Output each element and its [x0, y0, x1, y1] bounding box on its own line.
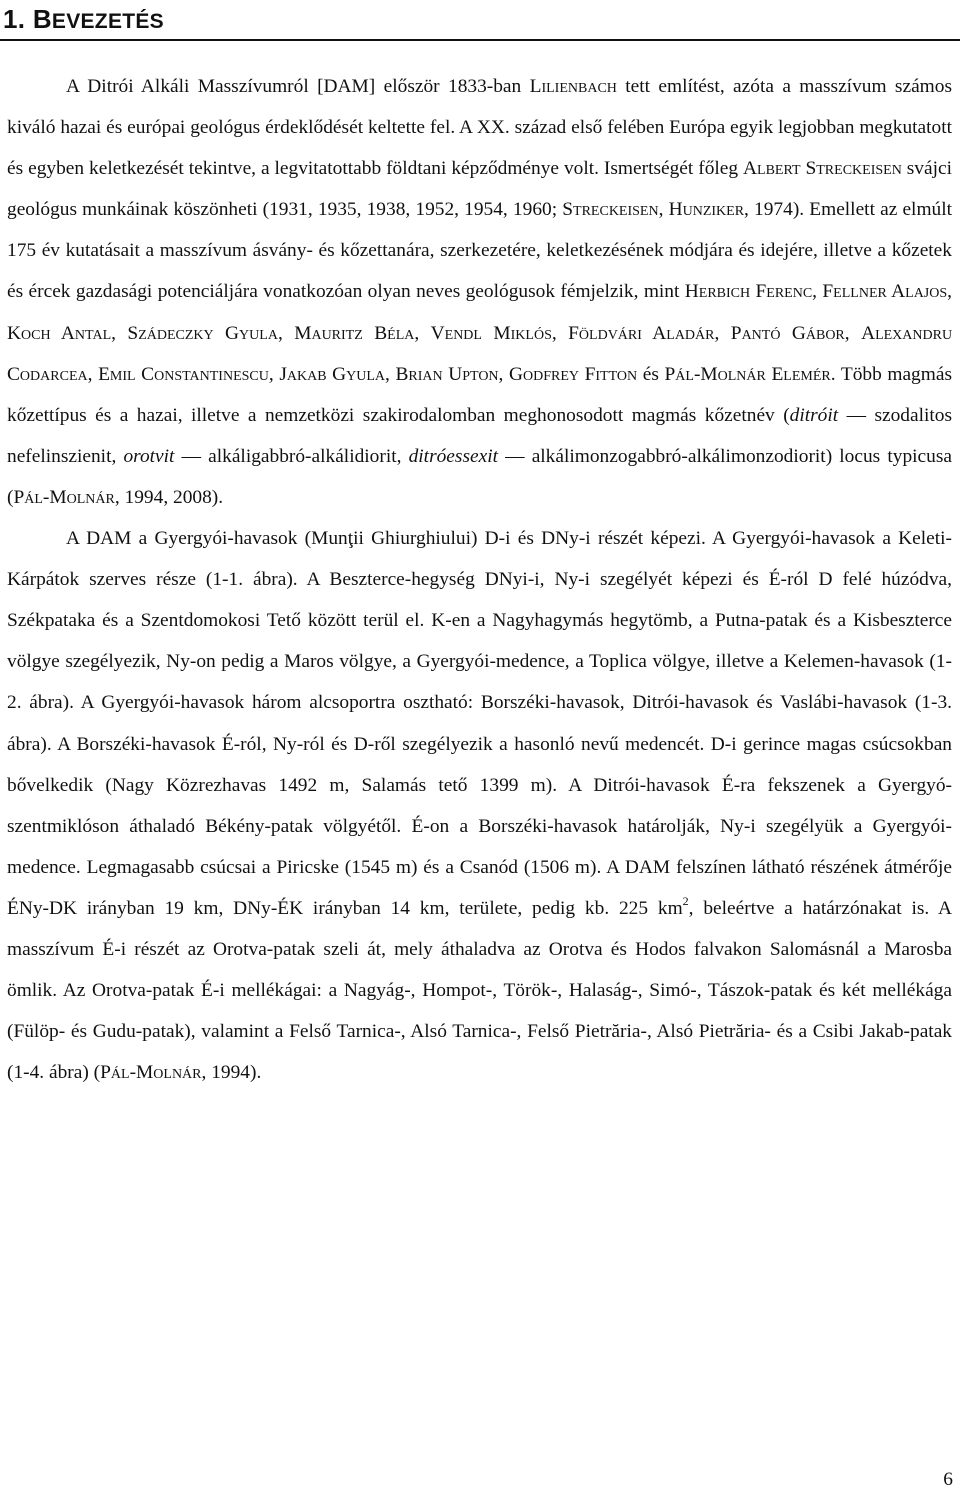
author-name: Streckeisen — [562, 199, 659, 221]
author-name: Mauritz Béla — [294, 322, 415, 344]
chapter-number: 1. — [3, 4, 33, 34]
heading-rule — [0, 39, 960, 41]
text-run: , — [947, 281, 953, 303]
author-name: Vendl Miklós — [430, 322, 552, 344]
text-run: svájci geológus munkáinak köszönheti (1931, 1935, 1938, 1952, 1954, 1960; — [7, 158, 952, 221]
paragraph-intro — [7, 66, 952, 518]
author-name: Szádeczky Gyula — [127, 322, 278, 344]
text-run: , — [87, 363, 99, 385]
text-run: — alkáligabbró-alkálidiorit, — [174, 445, 409, 467]
chapter-title-initial: B — [32, 4, 52, 34]
page-number: 6 — [943, 1469, 953, 1490]
text-run: , 1994, 2008). — [114, 486, 224, 508]
text-run: , — [551, 322, 569, 344]
text-run: , — [111, 322, 128, 344]
text-run: , — [385, 363, 396, 385]
text-run: , beleértve a határzónakat is. A masszívum É-i részét az Orotva-patak szeli át, mely áthaladva az Orotva és Hodos falvakon Salomásnál a Marosba ömlik. Az Orotva-patak É-i mellékágai: a Nagyág-, Hompot-, Török-, Halaság-, Simó-, Tászok-patak és két mellékága (Fülöp- és Gudu-patak), valamint a Felső Tarnica-, Alsó Tarnica-, Felső Pietrăria-, Alsó Pietrăria- és a Csibi Jakab-patak (1-4. ábra) ( — [7, 897, 952, 1084]
chapter-title-rest: EVEZETÉS — [51, 10, 164, 33]
text-run: , — [714, 322, 731, 344]
author-name: Koch Antal — [7, 322, 112, 344]
text-run: , 1974). Emellett az elmúlt 175 év kutatásait a masszívum ásvány- és kőzettanára, szerkezetére, keletkezésének módjára és idejére, illetve a kőzetek és ércek gazdasági potenciáljára vonatkozóan olyan neves geológusok fémjelzik, mint — [7, 199, 952, 303]
author-name: Fellner Alajos — [822, 281, 948, 303]
text-run: — alkálimonzogabbró-alkálimonzodiorit) locus typicusa ( — [7, 445, 952, 508]
text-run: , — [498, 363, 509, 385]
author-name: Jakab Gyula — [279, 363, 386, 385]
author-name: Pantó Gábor — [730, 322, 845, 344]
text-run: — szodalitos nefelinszienit, — [7, 404, 952, 467]
author-name: Földvári Aladár — [568, 322, 715, 344]
author-name: Lilienbach — [529, 76, 617, 97]
paragraph-geography — [7, 518, 952, 1093]
text-run: , — [277, 322, 295, 344]
body-text — [7, 66, 952, 1093]
text-run: A DAM a Gyergyói-havasok (Munţii Ghiurghiului) D-i és DNy-i részét képezi. A Gyergyói-havasok a Keleti-Kárpátok szerves része (1-1. ábra). A Beszterce-hegység DNyi-i, Ny-i szegélyét képezi és É-ról D felé húzódva, Székpataka és a Szentdomokosi Tető között terül el. K-en a Nagyhagymás hegytömb, a Putna-patak és a Kisbeszterce völgye szegélyezik, Ny-on pedig a Maros völgye, a Gyergyói-medence, a Toplica völgye, illetve a Kelemen-havasok (1-2. ábra). A Gyergyói-havasok három alcsoportra osztható: Borszéki-havasok, Ditrói-havasok és Vaslábi-havasok (1-3. ábra). A Borszéki-havasok É-ról, Ny-ról és D-ről szegélyezik a hasonló nevű medencét. D-i gerince magas csúcsokban bővelkedik (Nagy Közrezhavas 1492 m, Salamás tető 1399 m). A Ditrói-havasok É-ra fekszenek a Gyergyó-szentmiklóson áthaladó Békény-patak völgyétől. É-on a Borszéki-havasok határolják, Ny-i szegélyük a Gyergyói-medence. Legmagasabb csúcsai a Piricske (1545 m) és a Csanód (1506 m). A DAM felszínen látható részének átmérője ÉNy-DK irányban 19 km, DNy-ÉK irányban 14 km, területe, pedig kb. 225 km — [7, 528, 952, 919]
author-name: Brian Upton — [395, 363, 499, 385]
author-name: Godfrey Fitton — [509, 363, 638, 385]
superscript: 2 — [682, 894, 689, 909]
text-run: , — [812, 281, 823, 303]
author-name: Pál-Molnár — [13, 486, 115, 508]
text-run: , — [844, 322, 862, 344]
author-name: Alexandru Codarcea — [7, 322, 953, 385]
author-name: Herbich Ferenc — [684, 281, 813, 303]
text-run: , — [268, 363, 280, 385]
chapter-heading — [3, 0, 164, 41]
rock-name: ditróit — [789, 404, 839, 426]
author-name: Pál-Molnár Elemér — [664, 363, 831, 385]
text-run: . Több magmás kőzettípus és a hazai, illetve a nemzetközi szakirodalomban meghonosodott magmás kőzetnév ( — [7, 363, 952, 426]
text-run: A Ditrói Alkáli Masszívumról [DAM] először 1833-ban — [66, 76, 530, 97]
text-run: , 1994). — [201, 1062, 262, 1084]
text-run: és — [637, 363, 665, 385]
author-name: Hunziker — [668, 199, 745, 221]
rock-name: ditróessexit — [408, 445, 498, 467]
author-name: Albert Streckeisen — [743, 158, 902, 180]
author-name: Pál-Molnár — [100, 1062, 202, 1084]
text-run: , — [414, 322, 431, 344]
author-name: Emil Constantinescu — [98, 363, 269, 385]
rock-name: orotvit — [123, 445, 175, 467]
text-run: tett említést, azóta a masszívum számos kiváló hazai és európai geológus érdeklődését keltette fel. A XX. század első felében Európa egyik legjobban megkutatott és egyben keletkezését tekintve, a legvitatottabb földtani képződménye volt. Ismertségét főleg — [7, 76, 953, 180]
text-run: , — [658, 199, 669, 221]
